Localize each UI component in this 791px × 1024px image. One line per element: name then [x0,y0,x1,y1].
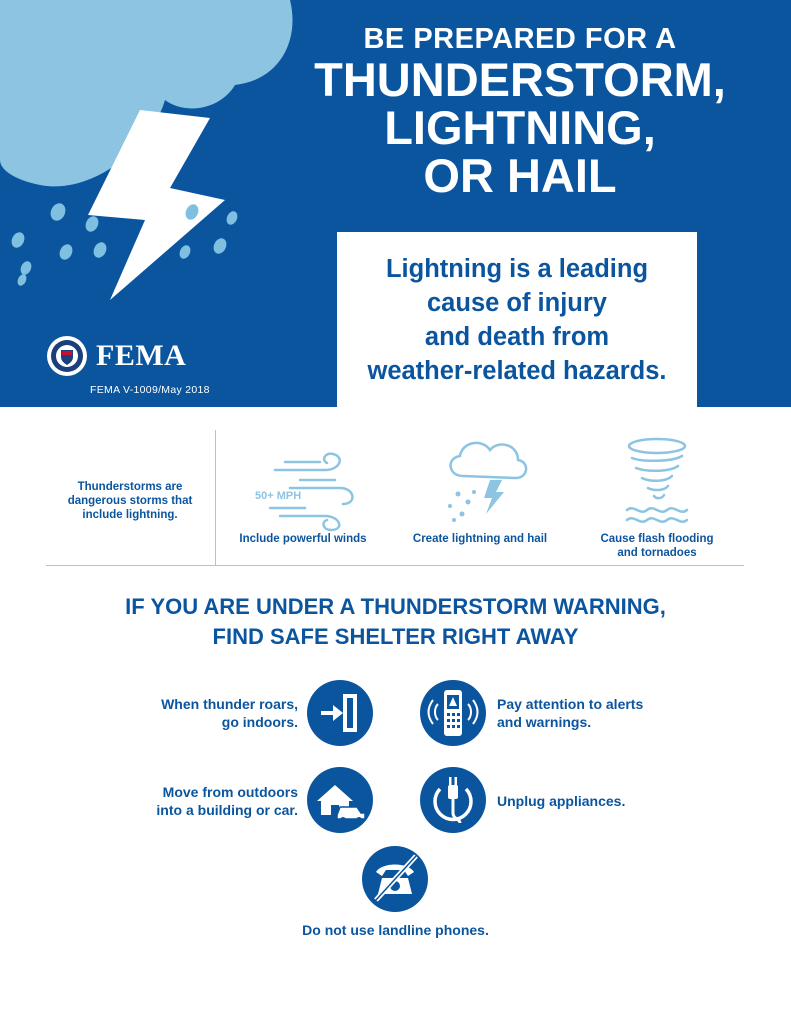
no-landline-phone-icon [362,846,428,912]
tip-5-line-1: Do not use landline phones. [302,922,489,938]
hazard-flood-line-2: and tornadoes [617,547,697,559]
publication-id: FEMA V-1009/May 2018 [90,384,210,396]
warning-heading [40,592,751,652]
title-line-3: OR HAIL [423,149,617,202]
fema-wordmark: FEMA [96,339,187,372]
tornado-flood-icon [622,436,692,528]
lightning-hail-icon [438,436,533,526]
tip-unplug [497,792,697,810]
warning-line-1: IF YOU ARE UNDER A THUNDERSTORM WARNING, [125,594,666,619]
unplug-icon [420,767,486,833]
hazard-flood-line-1: Cause flash flooding [600,533,714,545]
phone-alert-icon [420,680,486,746]
page-title [285,22,755,200]
callout-line-1: Lightning is a leading [385,255,649,283]
callout-line-2: cause of injury [427,289,607,317]
intro-line-2: dangerous storms that [67,495,193,507]
title-line-2: LIGHTNING, [384,101,656,154]
intro-line-3: include lightning. [82,509,178,521]
hazard-label-lightning-hail [400,532,560,546]
tip-4-line-1: Unplug appliances. [497,793,626,809]
wind-icon [245,452,360,532]
tip-alerts-warnings [497,695,697,731]
hazard-label-flooding-tornadoes [582,532,732,560]
tip-building-or-car [100,783,298,819]
tip-go-indoors [110,695,298,731]
tip-1-line-1: When thunder roars, [161,696,298,712]
hazard-label-winds [228,532,378,546]
warning-line-2: FIND SAFE SHELTER RIGHT AWAY [212,624,579,649]
callout-line-4: weather-related hazards. [367,357,667,385]
wind-speed-text: 50+ MPH [255,490,302,502]
house-car-icon [307,767,373,833]
hazard-hail-line-1: Create lightning and hail [412,533,548,545]
tip-3-line-2: into a building or car. [156,802,298,818]
callout-line-3: and death from [424,323,610,351]
intro-line-1: Thunderstorms are [77,481,183,493]
lightning-callout-box [337,232,697,407]
tip-no-landline [200,921,591,939]
dhs-seal-icon [46,335,88,377]
tip-2-line-2: and warnings. [497,714,592,730]
enter-door-icon [307,680,373,746]
hazard-winds-line-1: Include powerful winds [239,533,367,545]
divider-vertical [215,430,216,565]
intro-text [50,480,210,522]
title-pre: BE PREPARED FOR A [363,23,677,55]
tip-1-line-2: go indoors. [221,714,298,730]
fema-logo [46,335,186,377]
title-line-1: THUNDERSTORM, [314,53,726,106]
header-banner [0,0,791,407]
divider-horizontal [46,565,744,566]
tip-2-line-1: Pay attention to alerts [497,696,644,712]
tip-3-line-1: Move from outdoors [162,784,298,800]
